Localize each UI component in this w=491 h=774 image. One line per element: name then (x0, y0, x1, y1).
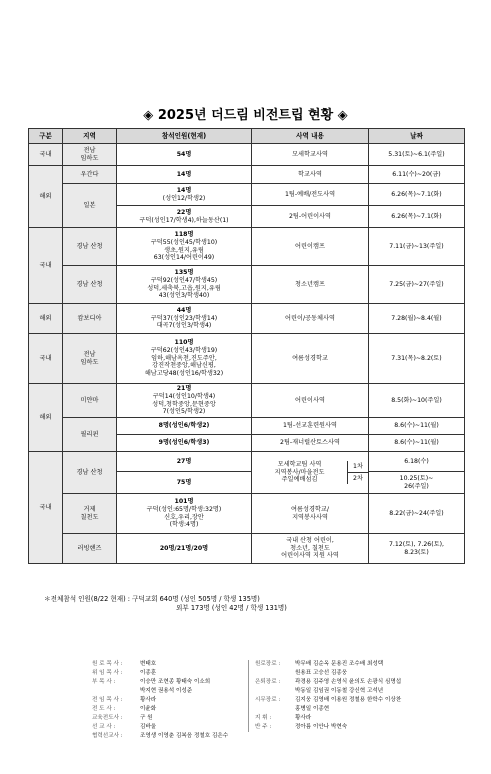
staff-row (92, 660, 242, 669)
staff-row (255, 678, 455, 687)
staff-role-label: 위 임 목 사 : (92, 669, 123, 676)
region-cell: 거제 칠천도 (63, 494, 117, 534)
staff-names: 김지웅 김영배 이용원 정철용 한학수 이상찬 (295, 696, 402, 703)
attendees-cell: 14명 (성인12/학생2) (117, 184, 252, 206)
staff-row (255, 723, 455, 732)
team-1-label: 1차 (348, 461, 368, 473)
staff-list-left (92, 660, 242, 740)
staff-role-label (92, 687, 140, 696)
table-row (29, 304, 465, 334)
ministry-cell: 2팀-재너럴산토스사역 (252, 435, 369, 452)
total-attendance-note (44, 595, 287, 613)
region-cell: 전남 임하도 (63, 144, 117, 166)
staff-role-label (255, 669, 295, 678)
staff-row (255, 705, 455, 714)
date-cell: 6.26(목)~7.1(화) (369, 206, 465, 228)
staff-names: 원용표 고승선 김종웅 (295, 669, 348, 676)
staff-names: 황사라 (295, 714, 312, 721)
staff-names: 이승만 조현종 황태숙 이소희 (140, 678, 211, 685)
attendees-cell: 101명 구덕(성인:65명/학생:32명) 신호,우리,장안 (학생:4명) (117, 494, 252, 534)
category-cell: 국내 (29, 228, 63, 304)
attendees-cell: 44명 구덕37(성인23/학생14) 대곡7(성인3/학생4) (117, 304, 252, 334)
staff-names: 김바울 (140, 723, 157, 730)
header-region: 지역 (63, 129, 117, 144)
table-row (29, 418, 465, 435)
table-row (29, 384, 465, 418)
staff-names: 박지현 권용석 이성준 (140, 687, 193, 694)
table-row (29, 166, 465, 184)
ministry-cell: 어린이사역 (252, 384, 369, 418)
table-row (29, 228, 465, 266)
staff-row (92, 678, 242, 687)
ministry-cell: 1팀-예배/전도사역 (252, 184, 369, 206)
ministry-cell: 청소년캠프 (252, 266, 369, 304)
staff-row (92, 723, 242, 732)
region-cell: 일본 (63, 184, 117, 228)
staff-role-label (255, 687, 295, 696)
staff-row (92, 732, 242, 741)
table-row (29, 534, 465, 564)
staff-names: 박무배 김순옥 문용진 조수배 최성택 (295, 661, 384, 667)
note-line-2: 외부 173명 (성인 42명 / 학생 131명) (176, 603, 287, 612)
date-cell: 8.6(수)~11(월) (369, 418, 465, 435)
region-cell: 미얀마 (63, 384, 117, 418)
staff-role-label: 은퇴장로 : (255, 678, 281, 685)
staff-role-label: 협력선교사 : (92, 732, 123, 739)
staff-names: 정아름 이안나 박현숙 (295, 723, 348, 730)
region-cell: 전남 임하도 (63, 334, 117, 384)
region-cell: 캄보디아 (63, 304, 117, 334)
ministry-cell: 1팀-선교훈련원사역 (252, 418, 369, 435)
table-row (29, 334, 465, 384)
attendees-cell: 75명 (117, 472, 252, 494)
staff-row (92, 696, 242, 705)
staff-role-label: 전 임 목 사 : (92, 696, 123, 703)
staff-role-label: 반 주 : (255, 723, 272, 730)
staff-names: 곽경용 김주영 손영식 윤의도 손광식 심명섭 (295, 678, 402, 685)
header-date: 날짜 (369, 129, 465, 144)
table-row (29, 452, 465, 472)
staff-names: 변태호 (140, 661, 157, 667)
date-cell: 7.12(토), 7.26(토), 8.23(토) (369, 534, 465, 564)
date-cell: 6.18(수) (369, 452, 465, 472)
staff-list-right (248, 660, 455, 732)
table-row (29, 494, 465, 534)
date-cell: 7.11(금)~13(주일) (369, 228, 465, 266)
staff-row (255, 687, 455, 696)
staff-row (92, 669, 242, 678)
note-line-1: ＊전체참석 인원(8/22 현재) : 구덕교회 640명 (성인 505명 / 학생 135명) (44, 595, 260, 603)
staff-role-label: 원 로 목 사 : (92, 661, 123, 667)
ministry-cell: 여름성경학교 (252, 334, 369, 384)
region-cell: 우간다 (63, 166, 117, 184)
staff-row (92, 714, 242, 723)
team-2-label: 2차 (353, 474, 363, 482)
staff-role-label: 원로장로 : (255, 661, 281, 667)
attendees-cell: 22명 구덕(성인17/학생4),하늘동산(1) (117, 206, 252, 228)
staff-role-label: 전 도 사 : (92, 705, 116, 712)
header-category: 구분 (29, 129, 63, 144)
staff-row (255, 696, 455, 705)
staff-role-label: 지 휘 : (255, 714, 272, 721)
staff-names: 구 원 (140, 714, 153, 721)
ministry-cell: 어린이캠프 (252, 228, 369, 266)
category-cell: 해외 (29, 384, 63, 452)
attendees-cell: 20명/21명/20명 (117, 534, 252, 564)
attendees-cell: 118명 구덕55(성인45/학생10) 생초,원지,유림 63(성인14/어린이49) (117, 228, 252, 266)
attendees-cell: 8명(성인6/학생2) (117, 418, 252, 435)
date-cell: 7.31(목)~8.2(토) (369, 334, 465, 384)
staff-names: 이윤화 (140, 705, 157, 712)
ministry-cell: 국내 산청 어린이, 청소년, 칠천도 어린이사역 지원 사역 (252, 534, 369, 564)
region-cell: 필리핀 (63, 418, 117, 452)
attendees-cell: 27명 (117, 452, 252, 472)
category-cell: 국내 (29, 452, 63, 564)
date-cell: 10.25(토)~ 26(주일) (369, 472, 465, 494)
staff-names: 이종훈 (140, 669, 157, 676)
date-cell: 6.11(수)~20(금) (369, 166, 465, 184)
category-cell: 국내 (29, 334, 63, 384)
staff-names: 조영생 이영춘 김복음 정철호 김은수 (140, 732, 229, 739)
page-title: ◈ 2025년 더드림 비전트립 현황 ◈ (143, 108, 348, 123)
table-row (29, 184, 465, 206)
category-cell: 국내 (29, 144, 63, 166)
date-cell: 7.25(금)~27(주일) (369, 266, 465, 304)
category-cell: 해외 (29, 304, 63, 334)
staff-row (255, 669, 455, 678)
attendees-cell: 54명 (117, 144, 252, 166)
staff-row (92, 687, 242, 696)
attendees-cell: 14명 (117, 166, 252, 184)
staff-row (92, 705, 242, 714)
header-attendees: 참석인원(현재) (117, 129, 252, 144)
header-ministry: 사역 내용 (252, 129, 369, 144)
region-cell: 경남 산청 (63, 228, 117, 266)
table-row (29, 266, 465, 304)
date-cell: 6.26(목)~7.1(화) (369, 184, 465, 206)
date-cell: 7.28(월)~8.4(월) (369, 304, 465, 334)
staff-names: 박동일 김임권 이동철 강신혁 고석년 (295, 687, 384, 694)
staff-role-label: 교육전도사 : (92, 714, 123, 721)
date-cell: 5.31(토)~6.1(주일) (369, 144, 465, 166)
staff-names: 홍병일 이종현 (295, 705, 330, 712)
ministry-cell: 어린이/공동체사역 (252, 304, 369, 334)
region-cell: 경남 산청 (63, 266, 117, 304)
staff-names: 황사라 (140, 696, 157, 703)
date-cell: 8.22(금)~24(주일) (369, 494, 465, 534)
table-header-row (29, 129, 465, 144)
category-cell: 해외 (29, 166, 63, 228)
staff-role-label: 부 목 사 : (92, 678, 116, 685)
date-cell: 8.5(화)~10(주일) (369, 384, 465, 418)
region-cell: 경남 산청 (63, 452, 117, 494)
staff-role-label: 선 교 사 : (92, 723, 116, 730)
staff-row (255, 714, 455, 723)
ministry-cell: 모세학교사역 (252, 144, 369, 166)
ministry-cell: 2팀-어린이사역 (252, 206, 369, 228)
attendees-cell: 135명 구덕92(성인47/학생45) 성덕,세축북,고읍,원지,유림 43(성인3/학생40) (117, 266, 252, 304)
staff-row (255, 660, 455, 669)
date-cell: 8.6(수)~11(월) (369, 435, 465, 452)
attendees-cell: 21명 구덕14(성인10/학생4) 성덕,청학중앙,문현중앙 7(성인5/학생2) (117, 384, 252, 418)
staff-role-label (255, 705, 295, 714)
attendees-cell: 110명 구덕62(성인43/학생19) 임하,해남옥천,진도주안, 강진작천중앙,해남신평, 해남고당48(성인16/학생32) (117, 334, 252, 384)
staff-role-label: 시무장로 : (255, 696, 281, 703)
ministry-cell: 여름성경학교/ 지역봉사사역 (252, 494, 369, 534)
table-row (29, 144, 465, 166)
ministry-cell: 모세학교팀 사역 지역봉사/마을전도 주일예배섬김 1차 2차 (252, 452, 369, 494)
vision-trip-table (28, 128, 465, 564)
region-cell: 러빙핸즈 (63, 534, 117, 564)
ministry-cell: 학교사역 (252, 166, 369, 184)
attendees-cell: 9명(성인6/학생3) (117, 435, 252, 452)
